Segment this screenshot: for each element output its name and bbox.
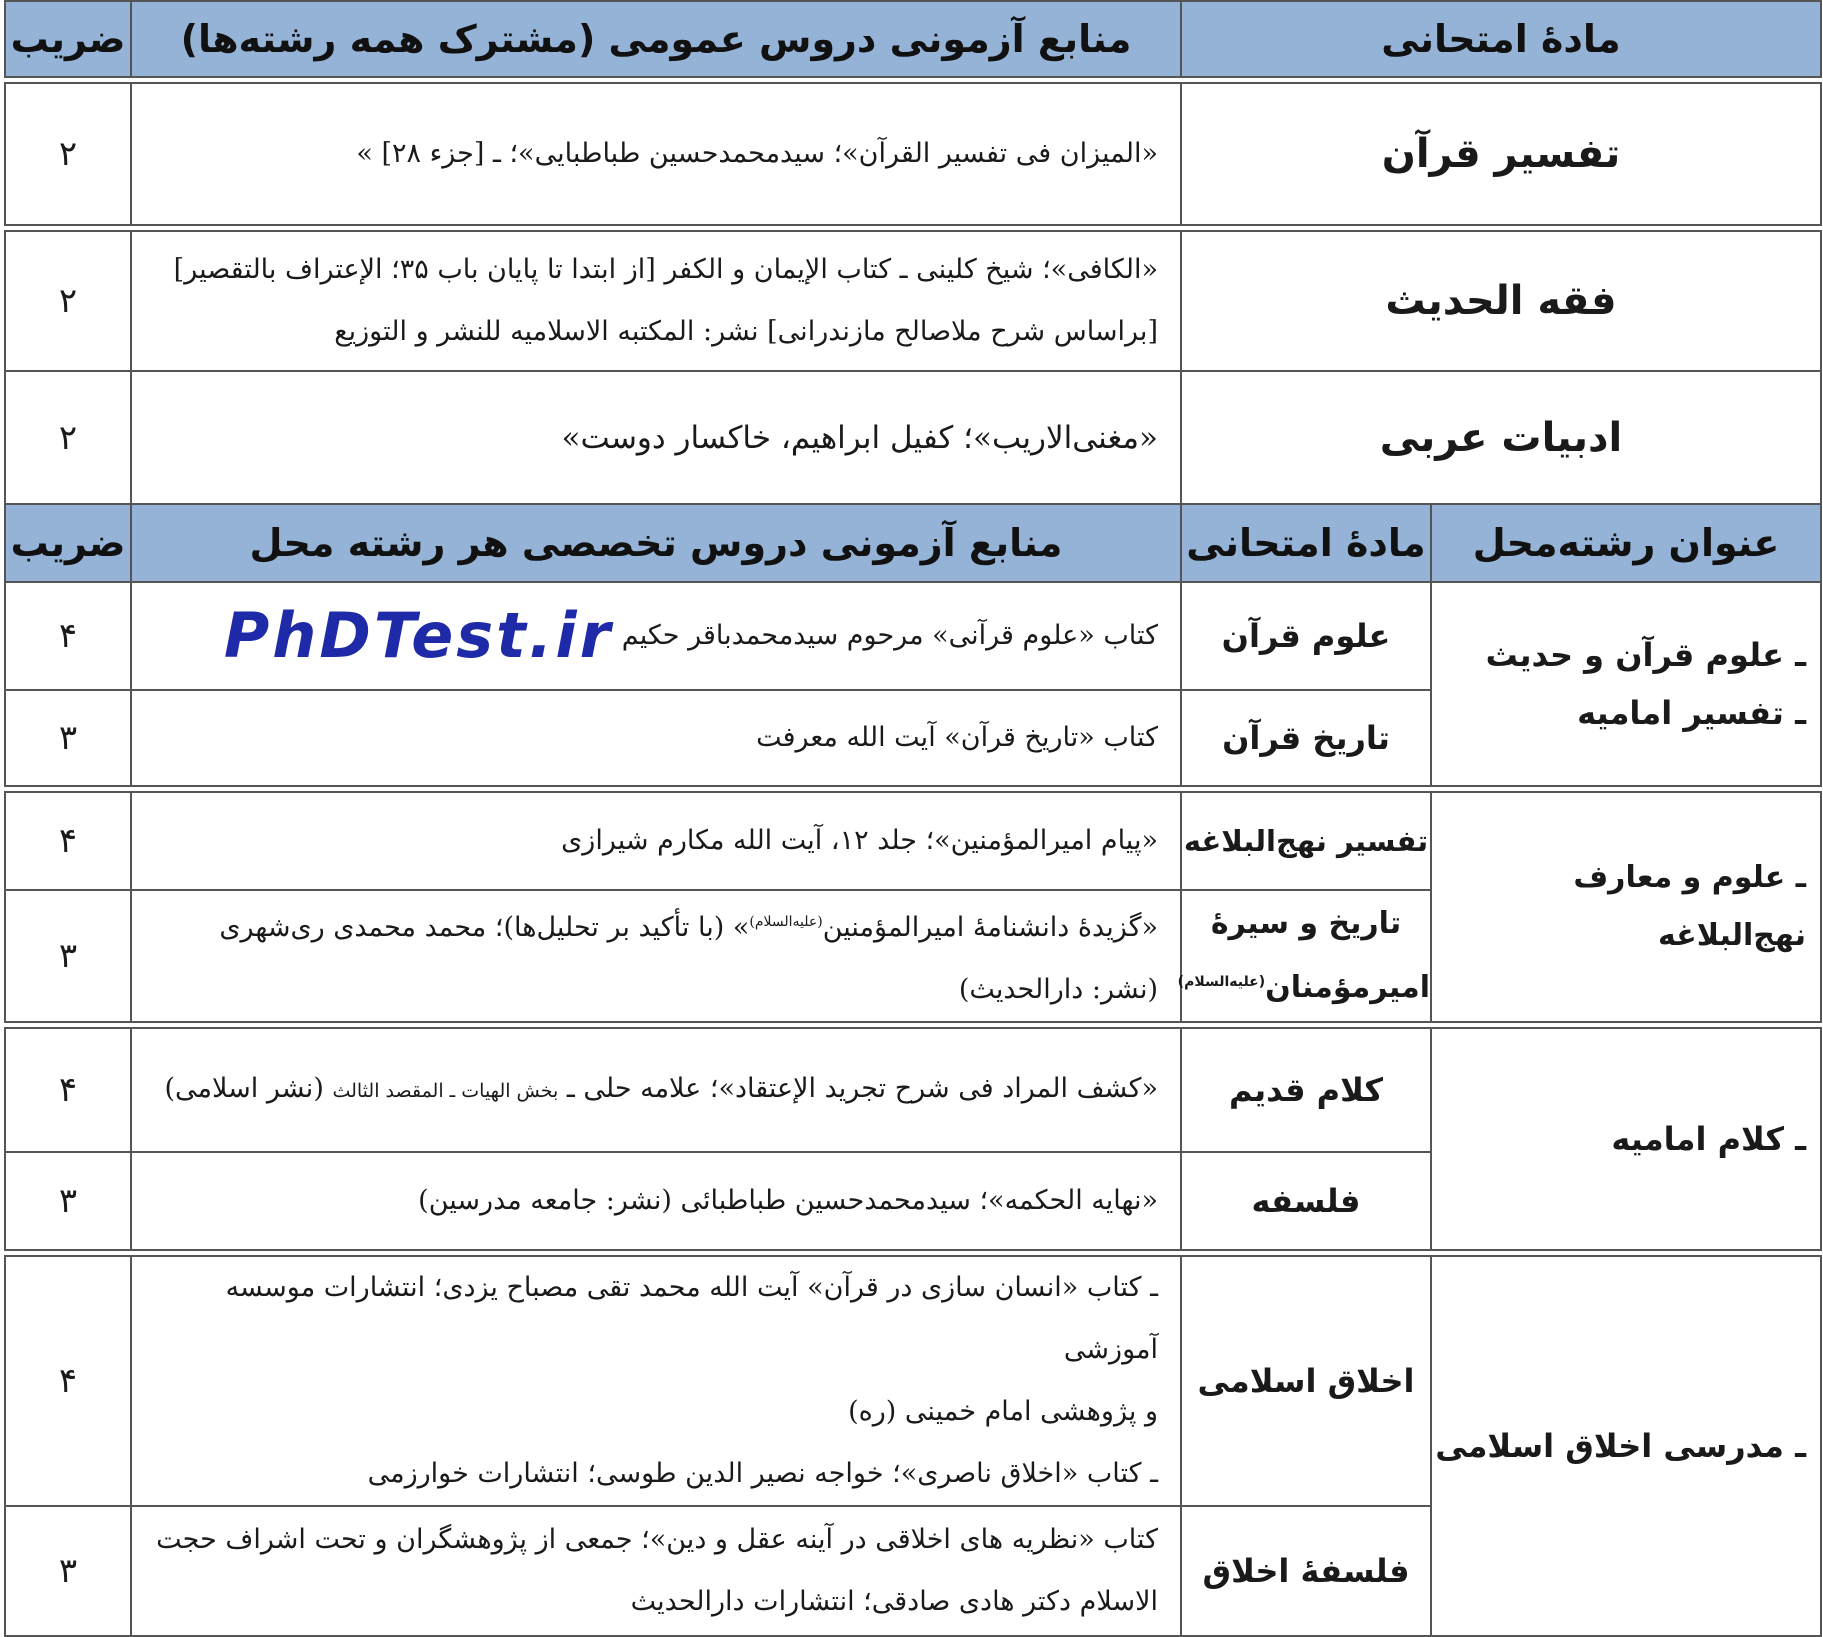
subject-line xyxy=(1177,953,1430,1017)
coefficient-cell: ۲ xyxy=(5,371,131,504)
source-small-text: بخش الهیات ـ المقصد الثالث xyxy=(332,1080,559,1102)
coefficient-header: ضریب xyxy=(5,504,131,582)
site-watermark: PhDTest.ir xyxy=(223,599,614,673)
source-text: (نشر اسلامی) xyxy=(164,1073,333,1104)
field-title: ـ علوم و معارف نهج‌البلاغه xyxy=(1573,860,1806,953)
subject-text: امیرمؤمنان xyxy=(1265,970,1430,1005)
source-line: کتاب «تاریخ قرآن» آیت الله معرفت xyxy=(756,722,1158,753)
field-title: ـ کلام امامیه xyxy=(1611,1120,1806,1158)
subject-cell: تفسیر قرآن xyxy=(1181,83,1821,225)
field-cell xyxy=(1431,1028,1821,1250)
subject-cell: فقه الحدیث xyxy=(1181,231,1821,371)
source-line: کتاب «نظریه های اخلاقی در آینه عقل و دین»؛ جمعی از پژوهشگران و تحت اشراف حجت xyxy=(156,1524,1158,1555)
source-line: و پژوهشی امام خمینی (ره) xyxy=(848,1396,1158,1427)
subject-header: مادهٔ امتحانی xyxy=(1181,1,1821,77)
general-courses-table xyxy=(4,0,1822,505)
source-line: «الکافی»؛ شیخ کلینی ـ کتاب الإیمان و الکفر [از ابتدا تا پایان باب ۳۵؛ الإعتراف بالتقصیر] xyxy=(173,254,1158,285)
source-cell xyxy=(131,231,1181,371)
source-text: «کشف المراد فی شرح تجرید الإعتقاد»؛ علامه حلی ـ xyxy=(558,1073,1158,1104)
field-cell xyxy=(1431,582,1821,786)
subject-cell xyxy=(1177,890,1431,1022)
source-cell xyxy=(131,792,1181,890)
source-cell xyxy=(131,890,1181,1022)
table-row xyxy=(5,792,1821,890)
source-line xyxy=(144,891,1158,959)
source-cell xyxy=(131,1506,1181,1636)
coefficient-cell: ۲ xyxy=(5,231,131,371)
subject-cell: تاریخ قرآن xyxy=(1181,690,1431,786)
source-line: [براساس شرح ملاصالح مازندرانی] نشر: المکتبه الاسلامیه للنشر و التوزیع xyxy=(334,316,1158,347)
source-line: «پیام امیرالمؤمنین»؛ جلد ۱۲، آیت الله مکارم شیرازی xyxy=(561,825,1158,856)
subject-cell: ادبیات عربی xyxy=(1181,371,1821,504)
field-cell xyxy=(1431,1256,1821,1636)
coefficient-cell: ۴ xyxy=(5,582,131,690)
table-row xyxy=(5,83,1821,225)
coefficient-cell: ۳ xyxy=(5,1152,131,1250)
coefficient-cell: ۳ xyxy=(5,890,131,1022)
table-row xyxy=(5,371,1821,504)
subject-cell: علوم قرآن xyxy=(1181,582,1431,690)
field-title: ـ مدرسی اخلاق اسلامی xyxy=(1435,1427,1806,1465)
source-cell xyxy=(131,1028,1181,1152)
source-cell xyxy=(131,371,1181,504)
specialized-courses-table xyxy=(4,503,1822,1637)
coefficient-header: ضریب xyxy=(5,1,131,77)
field-title: ـ تفسیر امامیه xyxy=(1577,694,1806,732)
source-text: » (با تأکید بر تحلیل‌ها)؛ محمد محمدی ری‌شهری xyxy=(219,912,750,943)
general-sources-header: منابع آزمونی دروس عمومی (مشترک همه رشته‌ها) xyxy=(131,1,1181,77)
source-line: «مغنی‌الاریب»؛ کفیل ابراهیم، خاکسار دوست» xyxy=(561,419,1158,456)
source-line: (نشر: دارالحدیث) xyxy=(958,974,1158,1005)
table-row xyxy=(5,582,1821,690)
specialized-sources-header: منابع آزمونی دروس تخصصی هر رشته محل xyxy=(131,504,1181,582)
source-text: «گزیدهٔ دانشنامهٔ امیرالمؤمنین xyxy=(822,912,1158,943)
honorific-note: (علیه‌السلام) xyxy=(749,914,823,930)
subject-cell: اخلاق اسلامی xyxy=(1181,1256,1431,1506)
source-line xyxy=(144,1058,1158,1122)
subject-cell: کلام قدیم xyxy=(1181,1028,1431,1152)
source-line: کتاب «علوم قرآنی» مرحوم سیدمحمدباقر حکیم xyxy=(621,619,1158,651)
field-cell xyxy=(1431,792,1821,1022)
source-cell xyxy=(131,690,1181,786)
table-row xyxy=(5,1028,1821,1152)
coefficient-cell: ۲ xyxy=(5,83,131,225)
coefficient-cell: ۴ xyxy=(5,792,131,890)
field-title: ـ علوم قرآن و حدیث xyxy=(1485,636,1806,674)
source-line: «نهایه الحکمه»؛ سیدمحمدحسین طباطبائی (نشر: جامعه مدرسین) xyxy=(418,1185,1158,1216)
general-header-row xyxy=(5,1,1821,77)
subject-header: مادهٔ امتحانی xyxy=(1181,504,1431,582)
coefficient-cell: ۳ xyxy=(5,690,131,786)
source-cell xyxy=(131,83,1181,225)
source-line: ـ کتاب «اخلاق ناصری»؛ خواجه نصیر الدین طوسی؛ انتشارات خوارزمی xyxy=(367,1458,1158,1489)
source-cell xyxy=(131,582,1181,690)
specialized-header-row xyxy=(5,504,1821,582)
coefficient-cell: ۳ xyxy=(5,1506,131,1636)
subject-cell: تفسیر نهج‌البلاغه xyxy=(1181,792,1431,890)
subject-cell: فلسفه xyxy=(1181,1152,1431,1250)
table-row xyxy=(5,1256,1821,1506)
field-header: عنوان رشته‌محل xyxy=(1431,504,1821,582)
source-cell xyxy=(131,1256,1181,1506)
subject-cell: فلسفهٔ اخلاق xyxy=(1181,1506,1431,1636)
table-row xyxy=(5,231,1821,371)
coefficient-cell: ۴ xyxy=(5,1028,131,1152)
source-line: ـ کتاب «انسان سازی در قرآن» آیت الله محمد تقی مصباح یزدی؛ انتشارات موسسه آموزشی xyxy=(225,1272,1158,1365)
source-cell xyxy=(131,1152,1181,1250)
coefficient-cell: ۴ xyxy=(5,1256,131,1506)
subject-line: تاریخ و سیرهٔ xyxy=(1210,906,1402,941)
source-line: «المیزان فی تفسیر القرآن»؛ سیدمحمدحسین طباطبایی»؛ ـ [جزء ۲۸] » xyxy=(356,138,1158,169)
source-line: الاسلام دکتر هادی صادقی؛ انتشارات دارالحدیث xyxy=(630,1586,1158,1617)
honorific-note: (علیه‌السلام) xyxy=(1177,974,1266,990)
